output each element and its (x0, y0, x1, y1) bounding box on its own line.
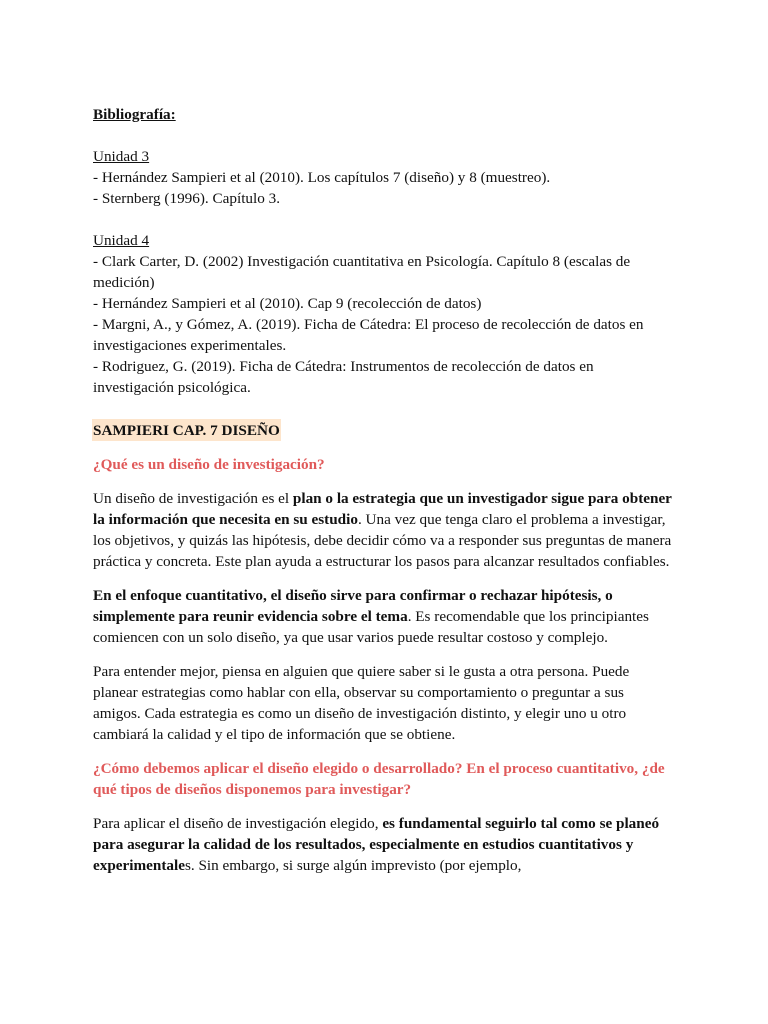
section-heading: SAMPIERI CAP. 7 DISEÑO (92, 419, 281, 441)
paragraph (93, 813, 675, 876)
unit-4-item: - Hernández Sampieri et al (2010). Cap 9 (recolección de datos) (93, 295, 482, 312)
unit-3-item: - Sternberg (1996). Capítulo 3. (93, 190, 281, 207)
paragraph: Para entender mejor, piensa en alguien que quiere saber si le gusta a otra persona. Puede planear estrategias como hablar con ella, observar su comportamiento o preguntar a sus amigos. Cada estrategia es como un diseño de investigación distinto, y elegir uno u otro cambiará la calidad y el tipo de información que se obtiene. (93, 663, 630, 743)
spacer (93, 398, 675, 409)
unit-3-item: - Hernández Sampieri et al (2010). Los capítulos 7 (diseño) y 8 (muestreo). (93, 169, 551, 186)
unit-4-item: - Clark Carter, D. (2002) Investigación cuantitativa en Psicología. Capítulo 8 (escalas de medición) (93, 253, 631, 291)
question-heading: ¿Cómo debemos aplicar el diseño elegido o desarrollado? En el proceso cuantitativo, ¿de qué tipos de diseños disponemos para investigar? (93, 760, 665, 798)
bibliography-title: Bibliografía: (93, 106, 176, 123)
question-heading: ¿Qué es un diseño de investigación? (93, 456, 325, 473)
paragraph-bold-text: es fundamental seguirlo tal como se planeó para asegurar la calidad de los resultados, especialmente en estudios cuantitativos y experimentale (93, 815, 660, 874)
document-page (93, 104, 675, 876)
paragraph (93, 488, 675, 572)
unit-3-heading: Unidad 3 (93, 148, 150, 165)
paragraph-text: Un diseño de investigación es el (93, 490, 293, 507)
spacer (93, 209, 675, 230)
paragraph-text: . Es recomendable que los principiantes comiencen con un solo diseño, ya que usar varios puede resultar costoso y complejo. (93, 608, 649, 646)
spacer (93, 125, 675, 146)
paragraph (93, 585, 675, 648)
paragraph-bold-text: En el enfoque cuantitativo, el diseño sirve para confirmar o rechazar hipótesis, o simplemente para reunir evidencia sobre el tema (93, 587, 613, 625)
paragraph-bold-text: plan o la estrategia que un investigador sigue para obtener la información que necesita en su estudio (93, 490, 672, 528)
paragraph-text: . Una vez que tenga claro el problema a investigar, los objetivos, y quizás las hipótesis, debe decidir cómo va a responder sus preguntas de manera práctica y concreta. Este plan ayuda a estructurar los pasos para alcanzar resultados confiables. (93, 511, 672, 570)
unit-4-item: - Margni, A., y Gómez, A. (2019). Ficha de Cátedra: El proceso de recolección de datos en investigaciones experimentales. (93, 316, 644, 354)
paragraph-text: Para aplicar el diseño de investigación elegido, (93, 815, 383, 832)
paragraph-text: s. Sin embargo, si surge algún imprevisto (por ejemplo, (184, 857, 522, 874)
unit-4-heading: Unidad 4 (93, 232, 150, 249)
unit-4-item: - Rodriguez, G. (2019). Ficha de Cátedra: Instrumentos de recolección de datos en investigación psicológica. (93, 358, 594, 396)
